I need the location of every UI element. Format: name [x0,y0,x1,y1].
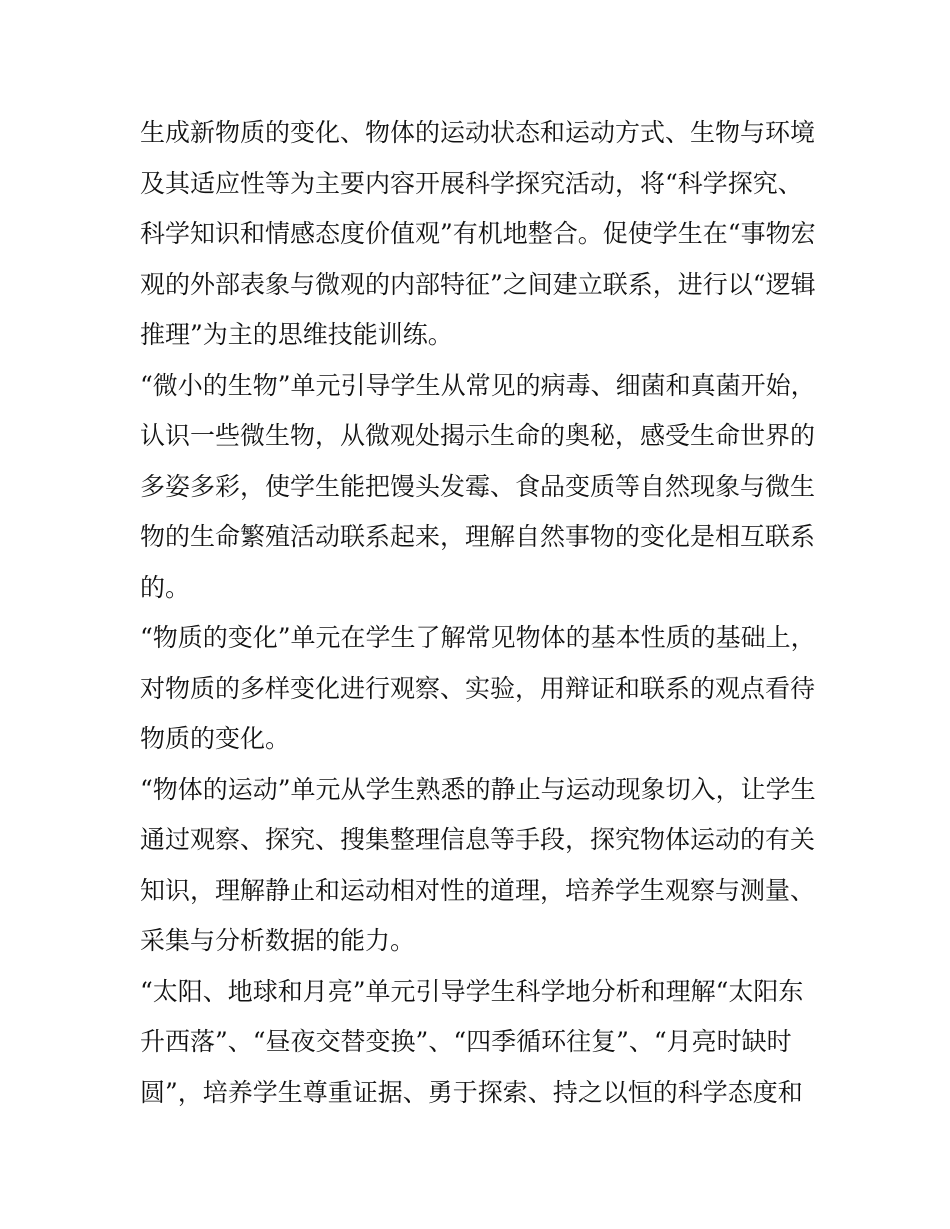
document-body [140,108,816,1118]
text-line: 生成新物质的变化、物体的运动状态和运动方式、生物与环境 [140,118,816,147]
text-line: 对物质的多样变化进行观察、实验，用辩证和联系的观点看待 [140,673,816,703]
text-line: 采集与分析数据的能力。 [140,926,416,955]
text-line: “微小的生物”单元引导学生从常见的病毒、细菌和真菌开始， [140,370,816,400]
text-line: “物质的变化”单元在学生了解常见物体的基本性质的基础上， [140,623,816,652]
text-line: 知识，理解静止和运动相对性的道理，培养学生观察与测量、 [140,875,816,905]
text-line: 及其适应性等为主要内容开展科学探究活动，将“科学探究、 [140,168,803,198]
text-line: “太阳、地球和月亮”单元引导学生科学地分析和理解“太阳东 [140,976,804,1006]
text-line: 推理”为主的思维技能训练。 [140,320,453,349]
text-line: 圆”，培养学生尊重证据、勇于探索、持之以恒的科学态度和 [140,1077,803,1107]
text-line: 的。 [140,572,191,602]
text-line: 物质的变化。 [140,724,291,753]
text-line: 物的生命繁殖活动联系起来，理解自然事物的变化是相互联系 [140,522,816,551]
text-line: 观的外部表象与微观的内部特征”之间建立联系，进行以“逻辑 [140,269,816,299]
text-line: 科学知识和情感态度价值观”有机地整合。促使学生在“事物宏 [140,219,816,248]
text-line: 通过观察、探究、搜集整理信息等手段，探究物体运动的有关 [140,825,816,854]
text-line: “物体的运动”单元从学生熟悉的静止与运动现象切入，让学生 [140,774,816,804]
text-line: 升西落”、“昼夜交替变换”、“四季循环往复”、“月亮时缺时 [140,1027,792,1056]
text-line: 多姿多彩，使学生能把馒头发霉、食品变质等自然现象与微生 [140,471,816,501]
text-line: 认识一些微生物，从微观处揭示生命的奥秘，感受生命世界的 [140,421,816,450]
